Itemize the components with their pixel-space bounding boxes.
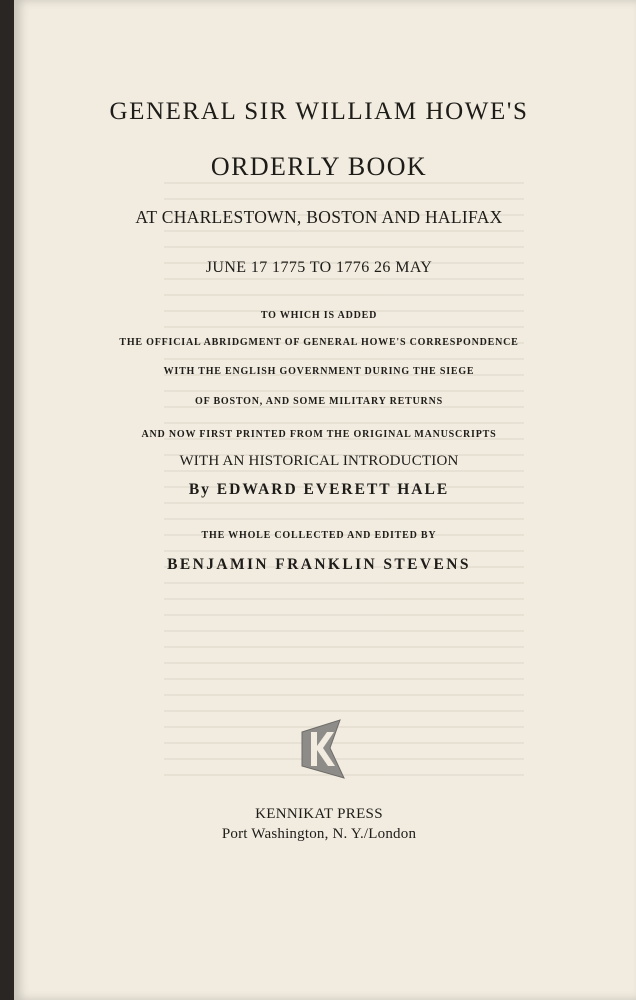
publisher-name: KENNIKAT PRESS: [255, 806, 383, 822]
date-range: JUNE 17 1775 TO 1776 26 MAY: [205, 259, 433, 276]
editor-label: THE WHOLE COLLECTED AND EDITED BY: [201, 530, 437, 541]
added-line-2: THE OFFICIAL ABRIDGMENT OF GENERAL HOWE'S CORRESPONDENCE: [119, 337, 519, 348]
title-line-2: ORDERLY BOOK: [210, 152, 428, 181]
added-line-5: AND NOW FIRST PRINTED FROM THE ORIGINAL MANUSCRIPTS: [141, 429, 497, 440]
publisher-location: Port Washington, N. Y./London: [221, 826, 417, 842]
introduction-line: WITH AN HISTORICAL INTRODUCTION: [179, 453, 459, 469]
added-line-4: OF BOSTON, AND SOME MILITARY RETURNS: [195, 396, 443, 407]
editor-name: BENJAMIN FRANKLIN STEVENS: [167, 556, 471, 573]
introduction-author: By EDWARD EVERETT HALE: [188, 481, 450, 498]
title-line-1: GENERAL SIR WILLIAM HOWE'S: [109, 98, 529, 125]
added-line-3: WITH THE ENGLISH GOVERNMENT DURING THE SIEGE: [163, 366, 475, 377]
subtitle: AT CHARLESTOWN, BOSTON AND HALIFAX: [135, 207, 503, 227]
kennikat-press-logo-icon: [300, 718, 346, 780]
added-line-1: TO WHICH IS ADDED: [260, 310, 378, 321]
title-page: [14, 0, 636, 1000]
